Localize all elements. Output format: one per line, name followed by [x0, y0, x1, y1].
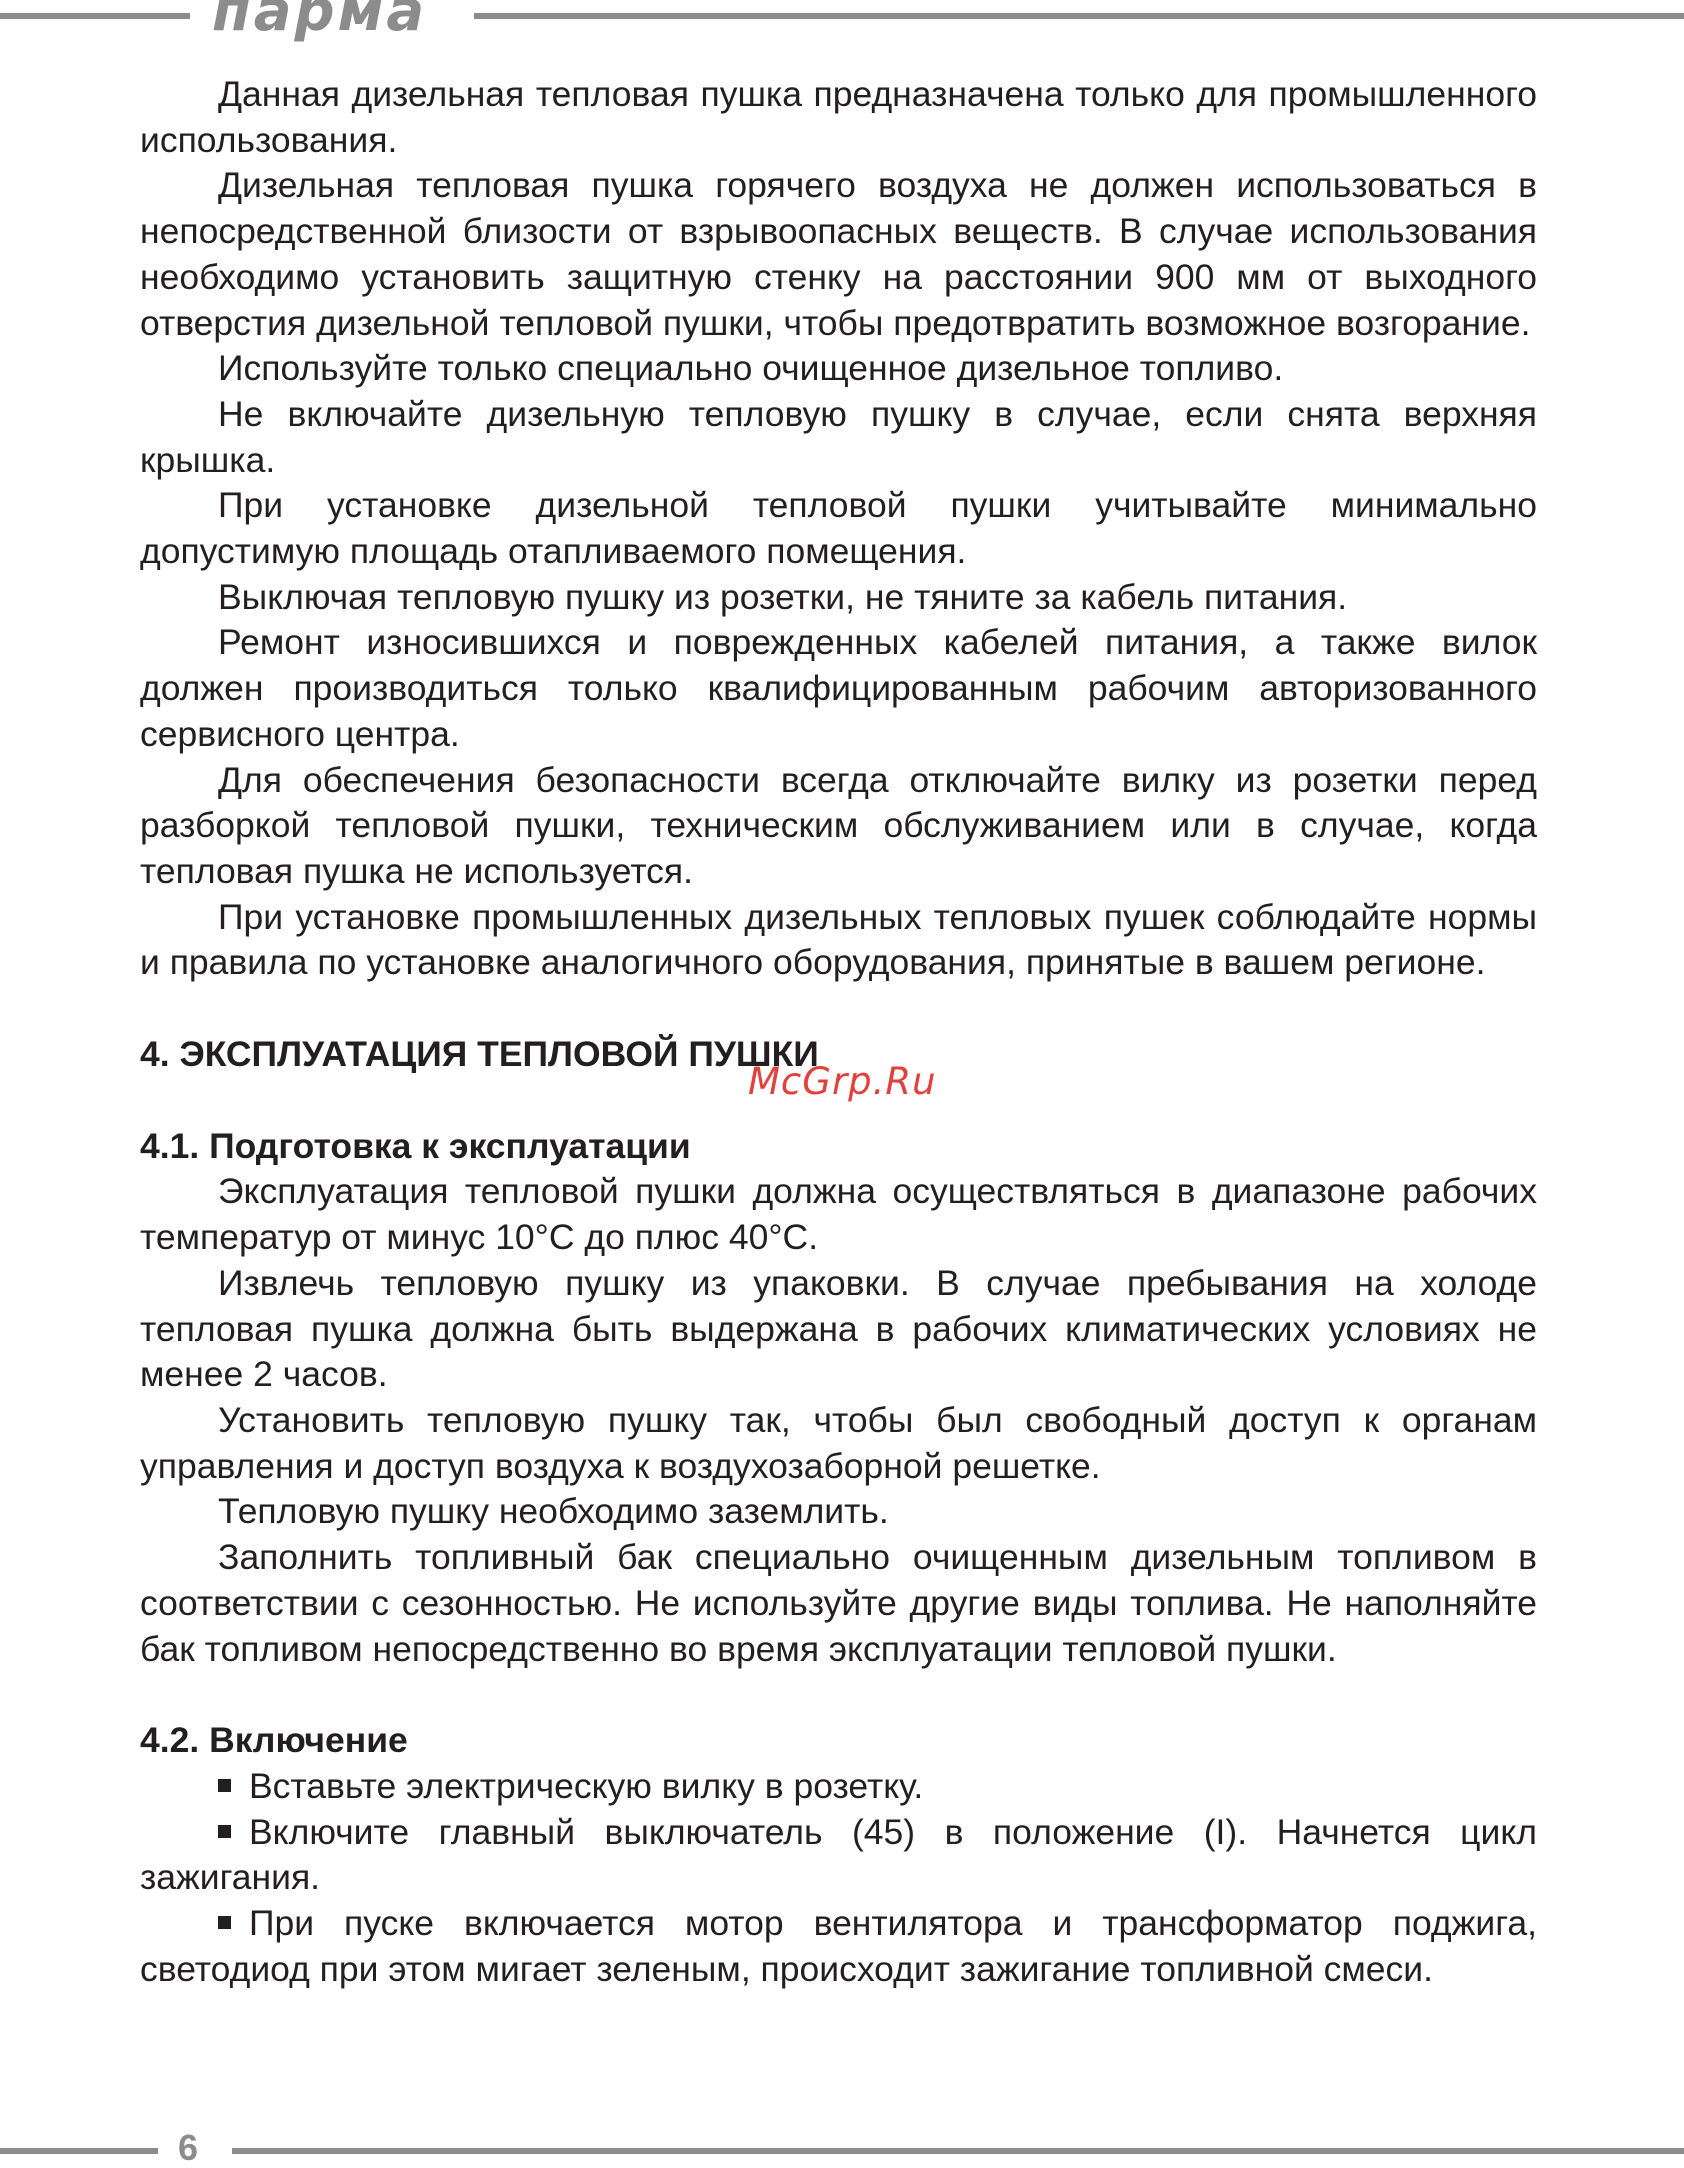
- brand-logo: парма: [212, 0, 428, 44]
- sub1-paragraph-2: Извлечь тепловую пушку из упаковки. В случае пребывания на холоде тепловая пушка должна быть выдержана в рабочих климатических условиях не менее 2 часов.: [140, 1262, 1537, 1395]
- spacer: [140, 986, 1537, 1032]
- spacer: [140, 1672, 1537, 1718]
- page-content: [140, 72, 1537, 1992]
- bullet-text: При пуске включается мотор вентилятора и трансформатор поджига, светодиод при этом мигает зеленым, происходит зажигание топливной смеси.: [140, 1903, 1537, 1989]
- sub1-paragraph-1: Эксплуатация тепловой пушки должна осуществляться в диапазоне рабочих температур от минус 10°С до плюс 40°С.: [140, 1171, 1537, 1258]
- intro-paragraph-9: При установке промышленных дизельных тепловых пушек соблюдайте нормы и правила по установке аналогичного оборудования, принятые в вашем регионе.: [140, 896, 1537, 983]
- sub1-paragraph-4: Тепловую пушку необходимо заземлить.: [218, 1491, 889, 1532]
- square-bullet-icon: [218, 1779, 231, 1792]
- bullet-item-2: [140, 1810, 1537, 1901]
- intro-paragraph-4: Не включайте дизельную тепловую пушку в случае, если снята верхняя крышка.: [140, 393, 1537, 480]
- header-rule-right: [474, 13, 1684, 19]
- square-bullet-icon: [218, 1916, 231, 1929]
- footer-rule-right: [232, 2148, 1684, 2154]
- bullet-item-3: [140, 1901, 1537, 1992]
- intro-paragraph-1: Данная дизельная тепловая пушка предназначена только для промышленного использования.: [140, 74, 1537, 160]
- footer-rule-left: [0, 2148, 158, 2154]
- intro-paragraph-7: Ремонт износившихся и поврежденных кабелей питания, а также вилок должен производиться только квалифицированным рабочим авторизованного сервисного центра.: [140, 622, 1537, 754]
- intro-paragraph-8: Для обеспечения безопасности всегда отключайте вилку из розетки перед разборкой тепловой пушки, техническим обслуживанием или в случае, когда тепловая пушка не используется.: [140, 759, 1537, 891]
- intro-paragraph-6: Выключая тепловую пушку из розетки, не тяните за кабель питания.: [218, 576, 1348, 617]
- bullet-item-1: [140, 1764, 1537, 1810]
- page-number: 6: [178, 2127, 199, 2168]
- section-4-heading: 4. ЭКСПЛУАТАЦИЯ ТЕПЛОВОЙ ПУШКИ: [140, 1034, 819, 1075]
- header-rule-left: [0, 13, 190, 19]
- watermark: McGrp.Ru: [748, 1060, 937, 1103]
- sub1-paragraph-3: Установить тепловую пушку так, чтобы был свободный доступ к органам управления и доступ воздуха к воздухозаборной решетке.: [140, 1399, 1537, 1486]
- intro-paragraph-3: Используйте только специально очищенное дизельное топливо.: [218, 348, 1284, 389]
- subsection-4-1-heading: 4.1. Подготовка к эксплуатации: [140, 1125, 691, 1166]
- square-bullet-icon: [218, 1825, 231, 1838]
- subsection-4-2-heading: 4.2. Включение: [140, 1720, 408, 1761]
- bullet-text: Включите главный выключатель (45) в положение (I). Начнется цикл зажигания.: [140, 1811, 1537, 1898]
- intro-paragraph-2: Дизельная тепловая пушка горячего воздуха не должен использоваться в непосредственной близости от взрывоопасных веществ. В случае использования необходимо установить защитную стенку на расстоянии 900 мм от выходного отверстия дизельной тепловой пушки, чтобы предотвратить возможное возгорание.: [140, 165, 1537, 343]
- intro-paragraph-5: При установке дизельной тепловой пушки учитывайте минимально допустимую площадь отапливаемого помещения.: [140, 485, 1537, 572]
- bullet-text: Вставьте электрическую вилку в розетку.: [249, 1765, 924, 1806]
- sub1-paragraph-5: Заполнить топливный бак специально очищенным дизельным топливом в соответствии с сезонностью. Не используйте другие виды топлива. Не наполняйте бак топливом непосредственно во время эксплуатации тепловой пушки.: [140, 1537, 1537, 1669]
